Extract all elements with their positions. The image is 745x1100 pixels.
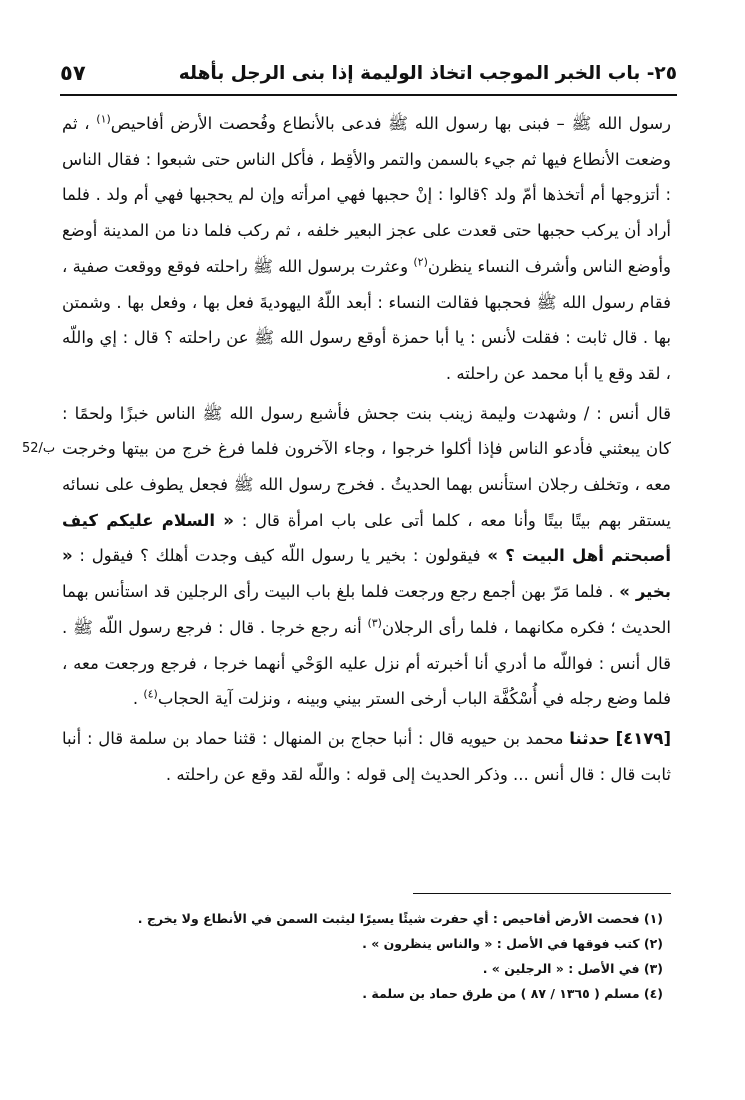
- salawat-glyph: ﷺ: [233, 475, 254, 495]
- footnote-ref-1: (١): [96, 112, 111, 126]
- salawat-glyph: ﷺ: [72, 617, 93, 637]
- footnote-ref-4: (٤): [143, 687, 158, 701]
- header-rule: [60, 94, 677, 96]
- salawat-glyph: ﷺ: [254, 328, 275, 348]
- page-header: [60, 56, 677, 90]
- footnote-1: (١) فحصت الأرض أفاحيص : أي حفرت شيئًا يسيرًا ليثبت السمن في الأنطاع ولا يخرج .: [137, 911, 663, 926]
- haddathana: حدثنا: [569, 728, 610, 748]
- paragraph-3: [٤١٧٩] حدثنا محمد بن حيويه قال : أنبا حجاج بن المنهال : قثنا حماد بن سلمة قال : أنبا ثابت قال : قال أنس ... وذكر الحديث إلى قوله : واللّه لقد وقع عن راحلته .: [62, 728, 671, 784]
- quote-salam: « السلام عليكم كيف أصبحتم أهل البيت ؟ »: [62, 510, 671, 566]
- paragraph-1: رسول الله ﷺ – فبنى بها رسول الله ﷺ فدعى بالأنطاع وفُحصت الأرض أفاحيص$^{(١)}$ ، ثم وضعت الأنطاع فيها ثم جيء بالسمن والتمر والأقِط ، فأكل الناس حتى شبعوا : فقال الناس : أتزوجها أم أتخذها أمّ ولد ؟قالوا : إنْ حجبها فهي امرأته وإن لم يحجبها فهي أم ولد . فلما أراد أن يركب حجبها حتى قعدت على عجز البعير خلفه ، ثم ركب فلما دنا من المدينة أوضع وأوضع الناس وأشرف النساء ينظرن$^{(٢)}$ وعثرت برسول الله ﷺ راحلته فوقع ووقعت صفية ، فقام رسول الله ﷺ فحجبها فقالت النساء : أبعد اللّهُ اليهوديةَ فعل بها ، وفعل بها . وشمتن بها . قال ثابت : فقلت لأنس : يا أبا حمزة أوقع رسول الله ﷺ عن راحلته ؟ قال : إي واللّه ، لقد وقع يا أبا محمد عن راحلته .: [62, 112, 672, 383]
- footnote-2: (٢) كتب فوقها في الأصل : « والناس ينظرون » .: [362, 936, 663, 951]
- salawat-glyph: ﷺ: [571, 114, 592, 133]
- main-text: [62, 106, 671, 792]
- footnotes: [137, 906, 663, 1006]
- hadith-number: [٤١٧٩]: [615, 728, 671, 748]
- footnote-4: (٤) مسلم ( ١٣٦٥ / ٨٧ ) من طرق حماد بن سلمة .: [362, 986, 663, 1001]
- salawat-glyph: ﷺ: [202, 403, 223, 423]
- footnote-rule: [413, 893, 671, 894]
- paragraph-2: قال أنس : / وشهدت وليمة زينب بنت جحش فأشبع رسول الله ﷺ الناس خبزًا ولحمًا : كان يبعثني فأدعو الناس فإذا أكلوا خرجوا ، وجاء الآخرون فلما فرغ خرج من بيتها وخرجت معه ، وتخلف رجلان استأنس بهما الحديثُ . فخرج رسول الله ﷺ فجعل يطوف على نسائه يستقر بهم بيتًا بيتًا وأنا معه ، كلما أتى على باب امرأة قال : « السلام عليكم كيف أصبحتم أهل البيت ؟ » فيقولون : بخير يا رسول اللّه كيف وجدت أهلك ؟ فيقول : « بخير » . فلما مَرّ بهن أجمع رجع ورجعت فلما بلغ باب البيت رأى الرجلين قد استأنس بهما الحديث ؛ فكره مكانهما ، فلما رأى الرجلان$^{(٣)}$ أنه رجع خرجا . قال : فرجع رسول اللّه ﷺ . قال أنس : فواللّه ما أدري أنا أخبرته أم نزل عليه الوَحْي أنهما خرجا ، فرجع ورجعت معه ، فلما وضع رجله في أُسْكُفَّة الباب أرخى الستر بيني وبينه ، ونزلت آية الحجاب$^{(٤)}$ .: [62, 403, 672, 709]
- footnote-ref-2: (٢): [413, 255, 428, 269]
- salawat-glyph: ﷺ: [252, 256, 273, 276]
- manuscript-folio-marker: 52/ب: [22, 441, 56, 456]
- chapter-title: ٢٥- باب الخبر الموجب اتخاذ الوليمة إذا بنى الرجل بأهله: [178, 62, 677, 84]
- salawat-glyph: ﷺ: [388, 114, 409, 133]
- footnote-3: (٣) في الأصل : « الرجلين » .: [482, 961, 663, 976]
- footnote-ref-3: (٣): [367, 616, 382, 630]
- salawat-glyph: ﷺ: [536, 292, 557, 312]
- quote-khayr: « بخير »: [62, 546, 671, 602]
- page-number: ٥٧: [60, 61, 86, 85]
